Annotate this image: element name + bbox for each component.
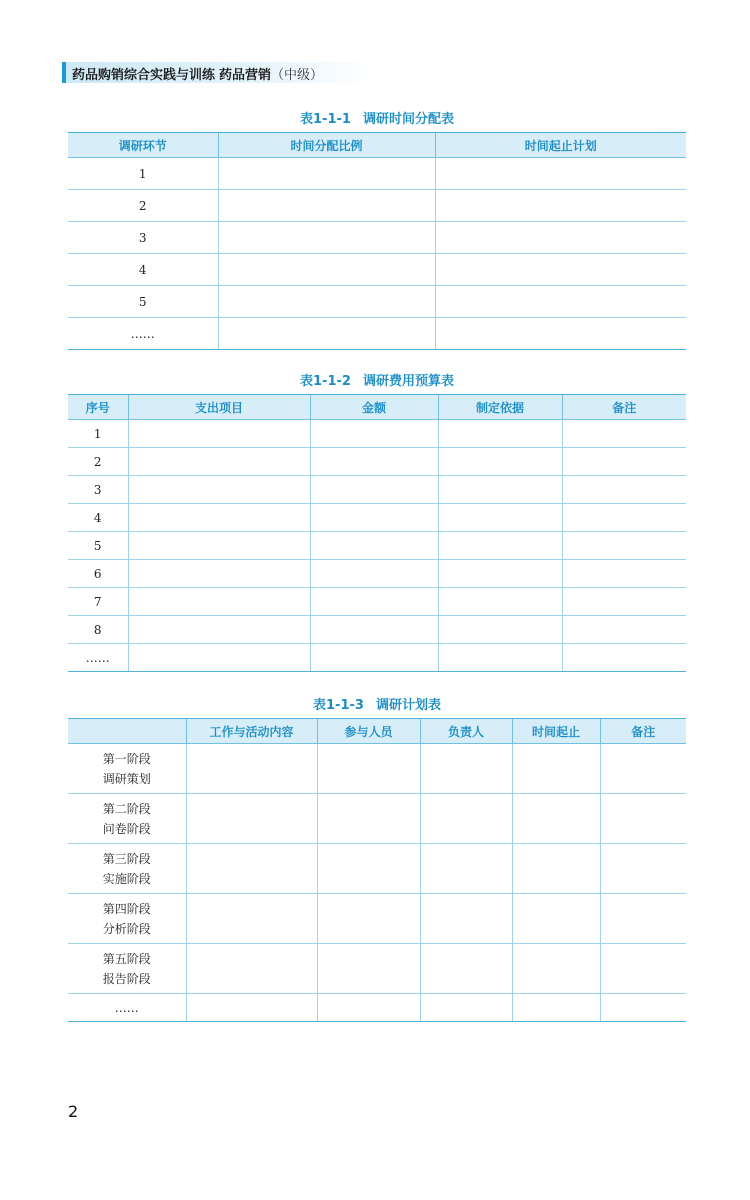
table-cell — [310, 448, 438, 476]
row-number: 7 — [68, 588, 128, 616]
table1-number: 表1-1-1 — [300, 112, 351, 127]
table1-header: 调研环节 — [68, 133, 218, 158]
table-cell — [420, 744, 512, 794]
table-cell — [512, 844, 600, 894]
table-row — [68, 744, 686, 794]
table-cell — [186, 794, 317, 844]
stage-phase: 实施阶段 — [102, 871, 151, 886]
row-label: 2 — [68, 190, 218, 222]
table1-header: 时间起止计划 — [435, 133, 686, 158]
table-cell — [186, 994, 317, 1022]
table-cell — [218, 222, 435, 254]
table3-caption — [68, 694, 686, 713]
research-plan-table — [68, 718, 686, 1022]
table-cell — [438, 560, 562, 588]
table2-header: 支出项目 — [128, 395, 310, 420]
stage-phase: 问卷阶段 — [102, 821, 151, 836]
table1-header: 时间分配比例 — [218, 133, 435, 158]
table-cell — [420, 994, 512, 1022]
stage-name: 第三阶段 — [102, 851, 151, 866]
table-cell — [128, 588, 310, 616]
table-cell — [600, 944, 686, 994]
table-cell — [438, 644, 562, 672]
row-number: 8 — [68, 616, 128, 644]
table3-header — [68, 719, 186, 744]
table2-header: 金额 — [310, 395, 438, 420]
table-cell — [438, 504, 562, 532]
table-cell — [438, 476, 562, 504]
stage-label — [68, 794, 186, 844]
row-number: 4 — [68, 504, 128, 532]
running-header — [62, 62, 372, 83]
table-row — [68, 254, 686, 286]
row-number: 5 — [68, 532, 128, 560]
table-cell — [218, 158, 435, 190]
level-label: （中级） — [271, 68, 324, 83]
table-row — [68, 190, 686, 222]
table-cell — [317, 994, 420, 1022]
table2-caption — [68, 370, 686, 389]
table-row — [68, 532, 686, 560]
table-cell — [562, 644, 686, 672]
table-cell — [310, 420, 438, 448]
table-cell — [128, 476, 310, 504]
table-cell — [600, 894, 686, 944]
table-cell — [218, 286, 435, 318]
table-cell — [512, 794, 600, 844]
expense-budget-table — [68, 394, 686, 672]
table-cell — [562, 448, 686, 476]
table-cell — [317, 844, 420, 894]
table-cell — [512, 744, 600, 794]
table3-header: 时间起止 — [512, 719, 600, 744]
stage-name: 第四阶段 — [102, 901, 151, 916]
table-cell — [310, 616, 438, 644]
table-cell — [562, 476, 686, 504]
stage-label — [68, 844, 186, 894]
table-cell — [512, 894, 600, 944]
header-accent-bar — [62, 62, 66, 83]
stage-label — [68, 744, 186, 794]
table-cell — [310, 560, 438, 588]
stage-name: 第五阶段 — [102, 951, 151, 966]
table-cell — [562, 616, 686, 644]
table-row — [68, 504, 686, 532]
stage-phase: 分析阶段 — [102, 921, 151, 936]
time-allocation-table — [68, 132, 686, 350]
row-number: 1 — [68, 420, 128, 448]
table-cell — [420, 844, 512, 894]
table-cell — [438, 616, 562, 644]
table2-number: 表1-1-2 — [300, 374, 351, 389]
table-cell — [438, 588, 562, 616]
table-cell — [600, 744, 686, 794]
stage-name: 第二阶段 — [102, 801, 151, 816]
table-cell — [317, 894, 420, 944]
row-label: 4 — [68, 254, 218, 286]
table-cell — [310, 644, 438, 672]
table-row — [68, 794, 686, 844]
table1-title: 调研时间分配表 — [362, 112, 454, 127]
table-row — [68, 448, 686, 476]
table3-header: 负责人 — [420, 719, 512, 744]
table-cell — [218, 318, 435, 350]
table-cell — [562, 560, 686, 588]
table-row — [68, 318, 686, 350]
row-label: 5 — [68, 286, 218, 318]
table-cell — [438, 532, 562, 560]
table-row — [68, 894, 686, 944]
stage-phase: 报告阶段 — [102, 971, 151, 986]
table-row — [68, 644, 686, 672]
table3-header: 备注 — [600, 719, 686, 744]
table-cell — [435, 254, 686, 286]
row-number: 2 — [68, 448, 128, 476]
stage-label — [68, 894, 186, 944]
table-row — [68, 286, 686, 318]
table-cell — [562, 588, 686, 616]
subject-title: 药品营销 — [219, 68, 272, 83]
table-cell — [438, 420, 562, 448]
book-title: 药品购销综合实践与训练 — [72, 68, 216, 83]
table-cell — [128, 560, 310, 588]
table-cell — [562, 420, 686, 448]
stage-label — [68, 944, 186, 994]
table-cell — [186, 844, 317, 894]
table1-caption — [68, 108, 686, 127]
row-label: 1 — [68, 158, 218, 190]
table-cell — [310, 532, 438, 560]
table3-header: 工作与活动内容 — [186, 719, 317, 744]
table-cell — [317, 944, 420, 994]
table3-title: 调研计划表 — [375, 698, 441, 713]
table-cell — [420, 794, 512, 844]
table-cell — [435, 286, 686, 318]
table-cell — [310, 504, 438, 532]
table-cell — [317, 794, 420, 844]
table-cell — [310, 476, 438, 504]
table-row — [68, 222, 686, 254]
row-label: …… — [68, 994, 186, 1022]
table-cell — [128, 532, 310, 560]
table-row — [68, 844, 686, 894]
stage-name: 第一阶段 — [102, 751, 151, 766]
table-cell — [435, 222, 686, 254]
table-cell — [600, 844, 686, 894]
table-cell — [310, 588, 438, 616]
table-row — [68, 476, 686, 504]
table-cell — [512, 944, 600, 994]
table2-header: 备注 — [562, 395, 686, 420]
table-cell — [218, 190, 435, 222]
table-cell — [128, 644, 310, 672]
table3-header: 参与人员 — [317, 719, 420, 744]
table-row — [68, 420, 686, 448]
table-cell — [186, 944, 317, 994]
table-cell — [512, 994, 600, 1022]
row-number: …… — [68, 644, 128, 672]
row-number: 6 — [68, 560, 128, 588]
row-label: …… — [68, 318, 218, 350]
table-cell — [435, 318, 686, 350]
table-cell — [600, 994, 686, 1022]
table-row — [68, 944, 686, 994]
table-row — [68, 616, 686, 644]
row-label: 3 — [68, 222, 218, 254]
page-number: 2 — [68, 1102, 79, 1121]
table-row — [68, 560, 686, 588]
table-cell — [186, 744, 317, 794]
table2-header: 序号 — [68, 395, 128, 420]
table-row — [68, 588, 686, 616]
row-number: 3 — [68, 476, 128, 504]
table-cell — [420, 894, 512, 944]
table-cell — [435, 158, 686, 190]
table-cell — [562, 532, 686, 560]
table-cell — [128, 616, 310, 644]
table-cell — [420, 944, 512, 994]
table-cell — [186, 894, 317, 944]
table3-number: 表1-1-3 — [313, 698, 364, 713]
table2-header: 制定依据 — [438, 395, 562, 420]
table-cell — [562, 504, 686, 532]
header-text — [72, 64, 323, 83]
table-cell — [438, 448, 562, 476]
table-row — [68, 994, 686, 1022]
table-cell — [128, 448, 310, 476]
table-row — [68, 158, 686, 190]
table2-title: 调研费用预算表 — [362, 374, 454, 389]
stage-phase: 调研策划 — [102, 771, 151, 786]
table-cell — [600, 794, 686, 844]
table-cell — [218, 254, 435, 286]
table-cell — [128, 420, 310, 448]
table-cell — [317, 744, 420, 794]
table-cell — [435, 190, 686, 222]
table-cell — [128, 504, 310, 532]
